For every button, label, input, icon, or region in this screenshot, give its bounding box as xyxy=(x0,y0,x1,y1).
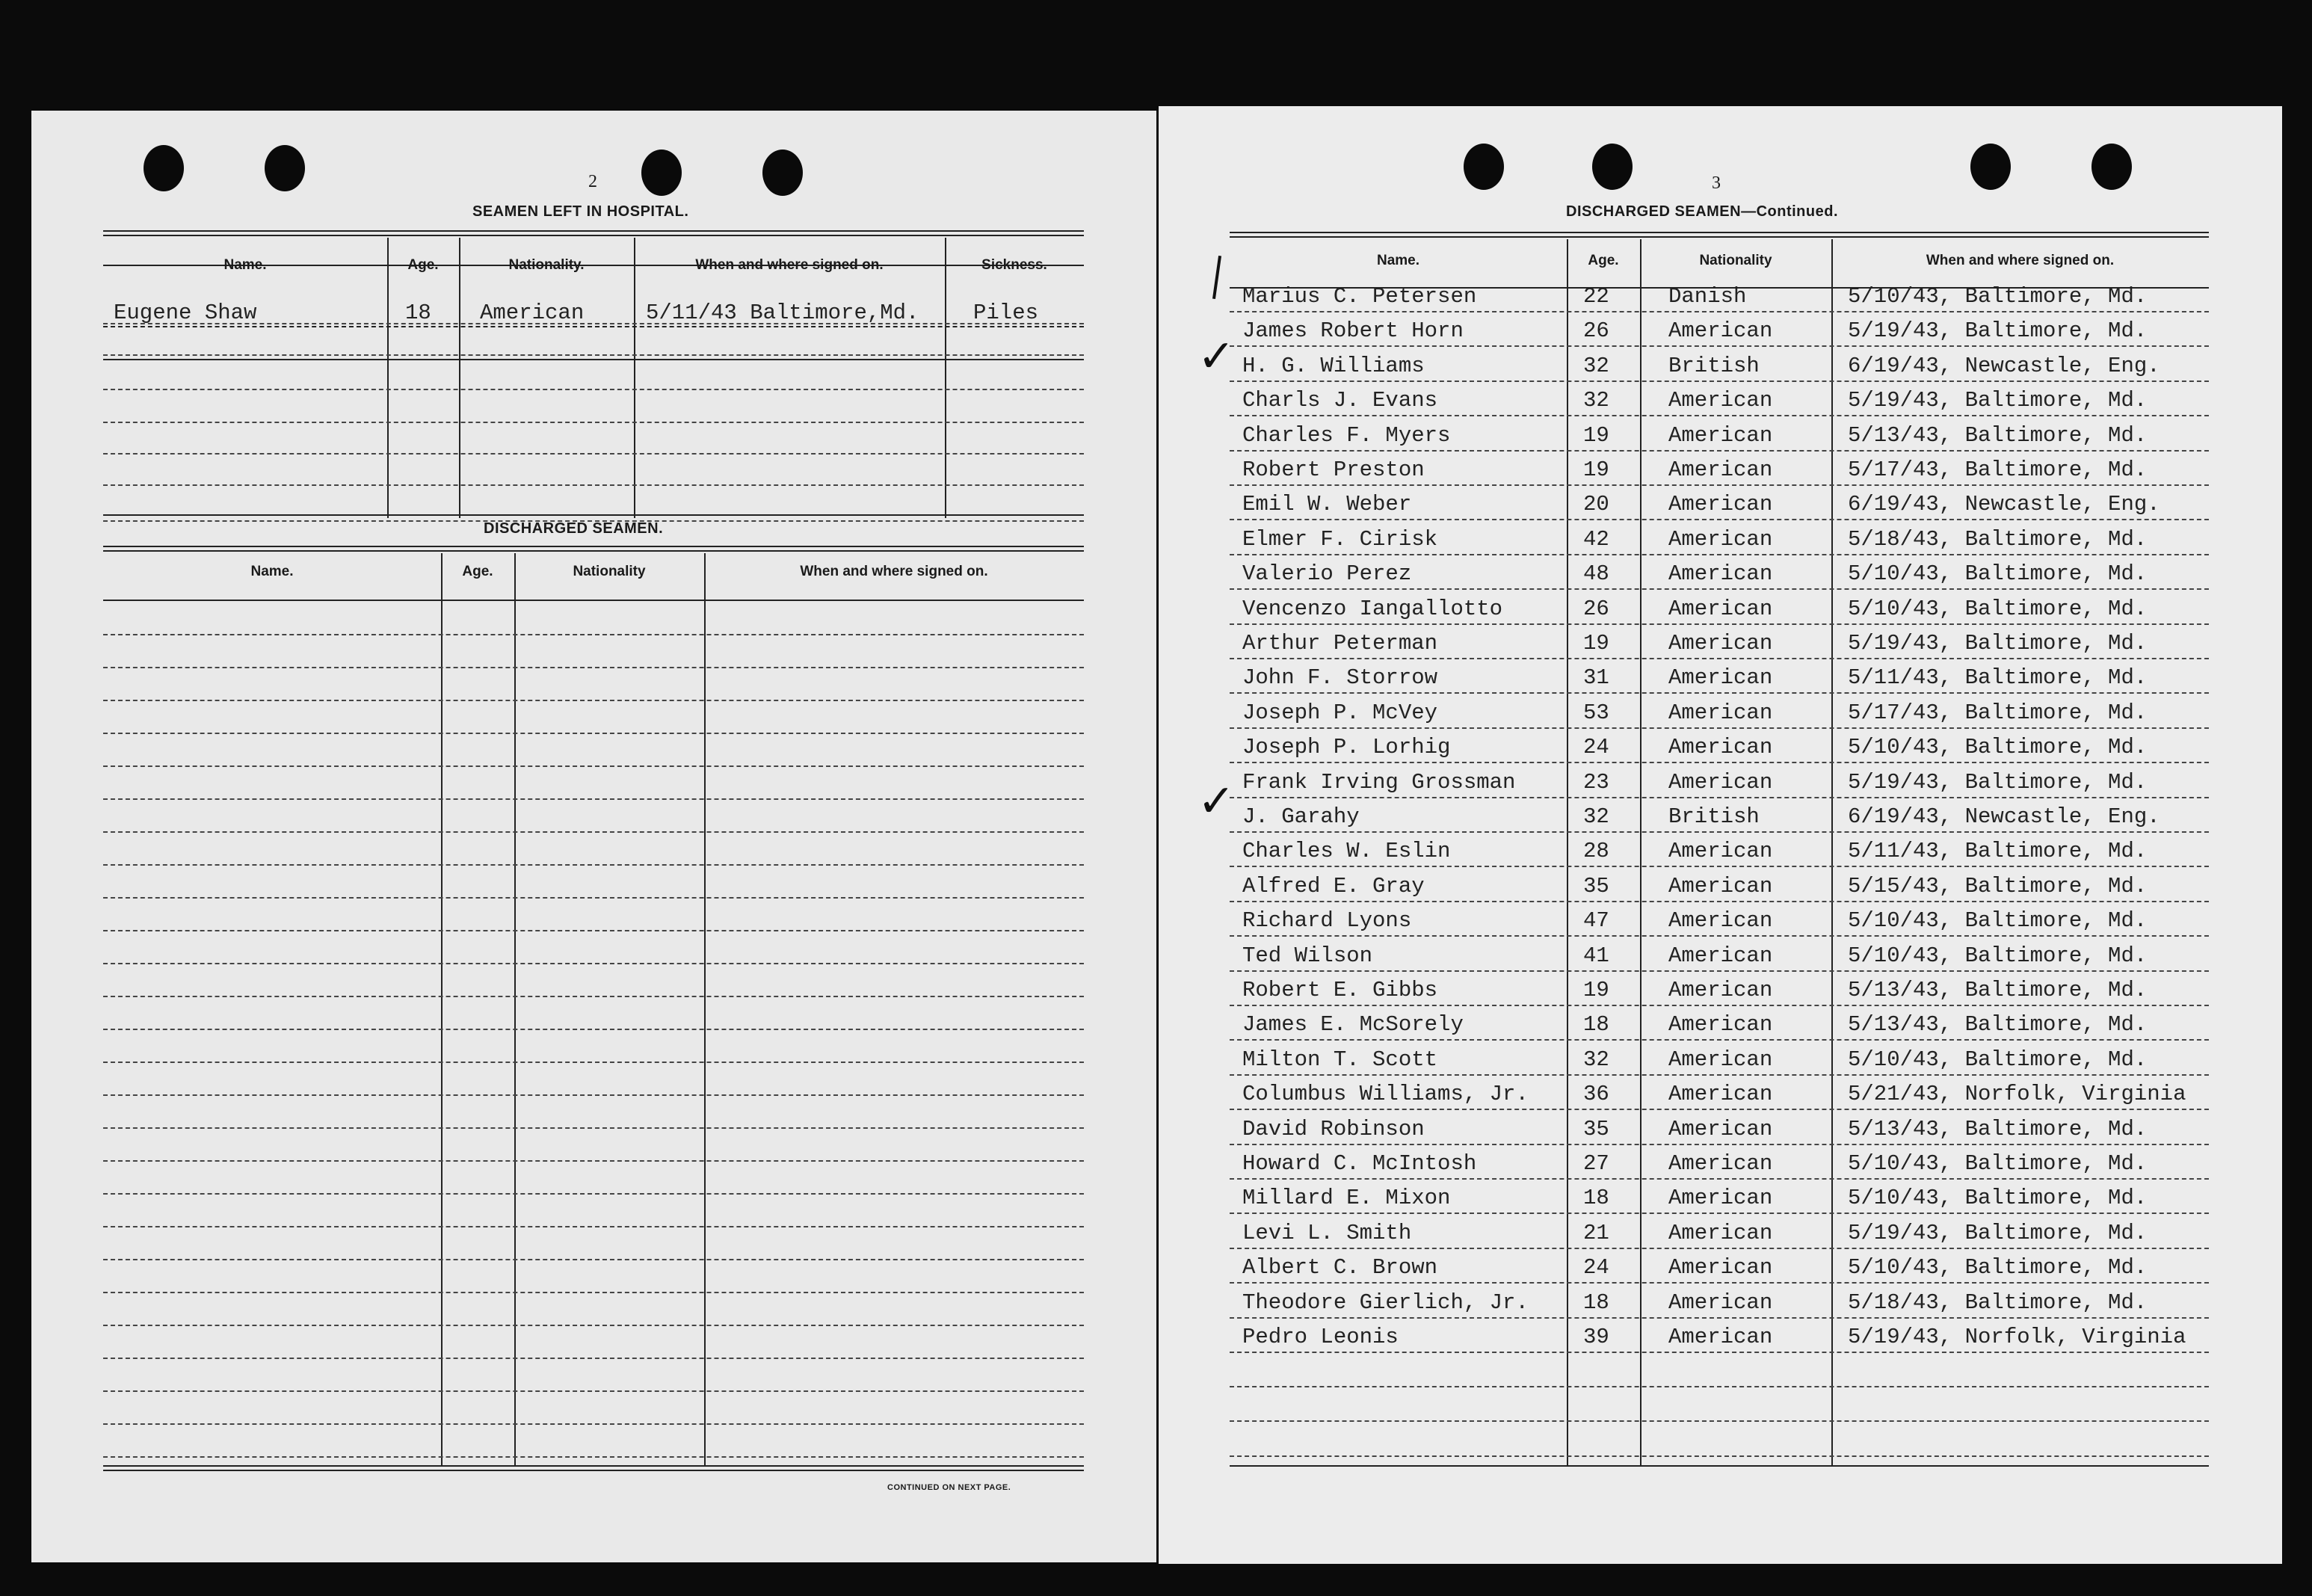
empty-row-line xyxy=(1230,1455,2209,1457)
cell-name: Columbus Williams, Jr. xyxy=(1242,1082,1529,1106)
cell-age: 23 xyxy=(1583,770,1609,795)
cell-signed-on: 5/11/43, Baltimore, Md. xyxy=(1848,665,2148,690)
cell-name: Frank Irving Grossman xyxy=(1242,770,1516,795)
cell-nationality: British xyxy=(1668,804,1760,829)
cell-age: 18 xyxy=(1583,1186,1609,1210)
discharged-header-signed-on: When and where signed on. xyxy=(800,564,988,579)
empty-row-line xyxy=(103,963,1084,964)
cell-nationality: American xyxy=(1668,1290,1773,1315)
row-line xyxy=(1230,1248,2209,1249)
cell-name: Howard C. McIntosh xyxy=(1242,1151,1477,1176)
empty-row-line xyxy=(103,1226,1084,1227)
cell-age: 19 xyxy=(1583,457,1609,482)
cell-age: 18 xyxy=(1583,1290,1609,1315)
cell-signed-on: 5/10/43, Baltimore, Md. xyxy=(1848,284,2148,309)
cell-name: Joseph P. McVey xyxy=(1242,700,1438,725)
cell-nationality: American xyxy=(1668,597,1773,621)
cell-name: David Robinson xyxy=(1242,1117,1425,1141)
cell-nationality: American xyxy=(1668,1151,1773,1176)
empty-row-line xyxy=(103,798,1084,800)
empty-row-line xyxy=(103,733,1084,734)
hospital-header-age: Age. xyxy=(407,257,439,273)
cell-nationality: American xyxy=(1668,839,1773,863)
cell-name: James Robert Horn xyxy=(1242,318,1464,343)
cell-nationality: American xyxy=(1668,1186,1773,1210)
cell-nationality: British xyxy=(1668,354,1760,378)
punch-hole xyxy=(1592,144,1633,190)
cell-name: Charles F. Myers xyxy=(1242,423,1451,448)
cell-nationality: American xyxy=(1668,1082,1773,1106)
cell-age: 42 xyxy=(1583,527,1609,552)
row-line xyxy=(1230,935,2209,937)
row-line xyxy=(1230,484,2209,486)
hospital-header-sickness: Sickness. xyxy=(981,257,1047,273)
cell-age: 41 xyxy=(1583,943,1609,968)
hospital-header-nationality: Nationality. xyxy=(508,257,585,273)
cell-age: 19 xyxy=(1583,978,1609,1002)
cell-signed-on: 5/18/43, Baltimore, Md. xyxy=(1848,527,2148,552)
empty-row-line xyxy=(103,1325,1084,1326)
cell-age: 26 xyxy=(1583,318,1609,343)
cell-signed-on: 5/13/43, Baltimore, Md. xyxy=(1848,978,2148,1002)
row-line xyxy=(1230,762,2209,763)
cell-signed-on: 6/19/43, Newcastle, Eng. xyxy=(1848,804,2160,829)
cell-name: H. G. Williams xyxy=(1242,354,1425,378)
cell-signed-on: 6/19/43, Newcastle, Eng. xyxy=(1848,492,2160,517)
cell-name: Joseph P. Lorhig xyxy=(1242,735,1451,760)
cell-signed-on: 5/19/43, Baltimore, Md. xyxy=(1848,1221,2148,1245)
cell-nationality: American xyxy=(1668,492,1773,517)
cell-name: Theodore Gierlich, Jr. xyxy=(1242,1290,1529,1315)
cell-age: 36 xyxy=(1583,1082,1609,1106)
cell-name: John F. Storrow xyxy=(1242,665,1438,690)
cell-nationality: American xyxy=(1668,978,1773,1002)
left-page xyxy=(31,111,1156,1562)
row-line xyxy=(1230,692,2209,694)
row-line xyxy=(1230,450,2209,452)
cell-signed-on: 5/10/43, Baltimore, Md. xyxy=(1848,1151,2148,1176)
check-mark: ✓ xyxy=(1197,775,1236,828)
cell-signed-on: 5/18/43, Baltimore, Md. xyxy=(1848,1290,2148,1315)
empty-row-line xyxy=(103,831,1084,833)
cell-age: 47 xyxy=(1583,908,1609,933)
cell-signed-on: 5/10/43, Baltimore, Md. xyxy=(1848,1186,2148,1210)
header-nationality: Nationality xyxy=(1699,253,1772,268)
cell-signed-on: 5/19/43, Baltimore, Md. xyxy=(1848,631,2148,656)
cell-signed-on: 5/13/43, Baltimore, Md. xyxy=(1848,423,2148,448)
cell-age: 27 xyxy=(1583,1151,1609,1176)
row-line xyxy=(1230,658,2209,659)
cell-age: 39 xyxy=(1583,1325,1609,1349)
row-line xyxy=(1230,901,2209,902)
cell-signed-on: 5/19/43, Baltimore, Md. xyxy=(1848,388,2148,413)
cell-signed-on: 5/10/43, Baltimore, Md. xyxy=(1848,908,2148,933)
hospital-cell-age: 18 xyxy=(405,301,431,325)
row-line xyxy=(1230,415,2209,416)
empty-row-line xyxy=(103,1094,1084,1096)
hospital-cell-sickness: Piles xyxy=(973,301,1039,325)
cell-age: 24 xyxy=(1583,1255,1609,1280)
empty-row-line xyxy=(1230,1386,2209,1387)
page-number: 2 xyxy=(588,172,597,191)
cell-name: Milton T. Scott xyxy=(1242,1047,1438,1072)
cell-name: Valerio Perez xyxy=(1242,561,1412,586)
cell-signed-on: 5/10/43, Baltimore, Md. xyxy=(1848,561,2148,586)
empty-row-line xyxy=(1230,1420,2209,1422)
cell-name: Pedro Leonis xyxy=(1242,1325,1399,1349)
row-line xyxy=(1230,345,2209,347)
row-line xyxy=(1230,1317,2209,1319)
cell-signed-on: 5/10/43, Baltimore, Md. xyxy=(1848,735,2148,760)
cell-name: Millard E. Mixon xyxy=(1242,1186,1451,1210)
hospital-section-title: SEAMEN LEFT IN HOSPITAL. xyxy=(472,203,689,220)
empty-row-line xyxy=(103,996,1084,997)
cell-signed-on: 5/19/43, Baltimore, Md. xyxy=(1848,318,2148,343)
row-line xyxy=(1230,1352,2209,1353)
cell-nationality: American xyxy=(1668,1221,1773,1245)
row-line xyxy=(1230,380,2209,382)
cell-nationality: American xyxy=(1668,700,1773,725)
empty-row-line xyxy=(103,1358,1084,1359)
row-line xyxy=(1230,554,2209,555)
cell-name: Emil W. Weber xyxy=(1242,492,1412,517)
cell-name: Alfred E. Gray xyxy=(1242,874,1425,899)
cell-signed-on: 5/17/43, Baltimore, Md. xyxy=(1848,457,2148,482)
empty-row-line xyxy=(103,1160,1084,1162)
cell-nationality: American xyxy=(1668,770,1773,795)
cell-age: 48 xyxy=(1583,561,1609,586)
cell-age: 32 xyxy=(1583,388,1609,413)
row-line xyxy=(1230,1039,2209,1041)
cell-age: 22 xyxy=(1583,284,1609,309)
cell-nationality: American xyxy=(1668,1047,1773,1072)
cell-age: 32 xyxy=(1583,1047,1609,1072)
cell-signed-on: 5/10/43, Baltimore, Md. xyxy=(1848,943,2148,968)
empty-row-line xyxy=(103,1259,1084,1260)
row-line xyxy=(1230,1074,2209,1076)
cell-nationality: American xyxy=(1668,874,1773,899)
cell-signed-on: 5/19/43, Norfolk, Virginia xyxy=(1848,1325,2186,1349)
discharged-header-name: Name. xyxy=(250,564,294,579)
row-line xyxy=(1230,970,2209,972)
cell-nationality: American xyxy=(1668,943,1773,968)
cell-signed-on: 5/10/43, Baltimore, Md. xyxy=(1848,1255,2148,1280)
cell-nationality: Danish xyxy=(1668,284,1747,309)
check-mark: ✓ xyxy=(1197,330,1236,383)
empty-row-line xyxy=(103,634,1084,635)
page-number: 3 xyxy=(1712,173,1721,193)
cell-signed-on: 5/21/43, Norfolk, Virginia xyxy=(1848,1082,2186,1106)
cell-nationality: American xyxy=(1668,1255,1773,1280)
empty-row-line xyxy=(103,700,1084,701)
cell-name: Arthur Peterman xyxy=(1242,631,1438,656)
cell-signed-on: 5/19/43, Baltimore, Md. xyxy=(1848,770,2148,795)
discharged-header-age: Age. xyxy=(462,564,493,579)
punch-hole xyxy=(641,150,682,196)
empty-row-line xyxy=(103,1423,1084,1425)
empty-row-line xyxy=(103,1029,1084,1030)
hospital-cell-nationality: American xyxy=(480,301,585,325)
punch-hole xyxy=(144,145,184,191)
cell-name: J. Garahy xyxy=(1242,804,1360,829)
cell-age: 18 xyxy=(1583,1012,1609,1037)
empty-row-line xyxy=(103,864,1084,866)
punch-hole xyxy=(2091,144,2132,190)
continued-note: CONTINUED ON NEXT PAGE. xyxy=(887,1483,1011,1492)
row-line xyxy=(1230,1213,2209,1214)
row-line xyxy=(1230,831,2209,833)
hospital-header-name: Name. xyxy=(224,257,267,273)
cell-signed-on: 6/19/43, Newcastle, Eng. xyxy=(1848,354,2160,378)
cell-age: 32 xyxy=(1583,804,1609,829)
cell-age: 21 xyxy=(1583,1221,1609,1245)
cell-name: Charles W. Eslin xyxy=(1242,839,1451,863)
cell-name: Albert C. Brown xyxy=(1242,1255,1438,1280)
hospital-header-signed-on: When and where signed on. xyxy=(695,257,884,273)
empty-row-line xyxy=(103,1193,1084,1195)
cell-age: 53 xyxy=(1583,700,1609,725)
cell-nationality: American xyxy=(1668,631,1773,656)
cell-age: 32 xyxy=(1583,354,1609,378)
row-line xyxy=(1230,519,2209,520)
hospital-cell-name: Eugene Shaw xyxy=(114,301,257,325)
cell-age: 28 xyxy=(1583,839,1609,863)
cell-nationality: American xyxy=(1668,457,1773,482)
cell-nationality: American xyxy=(1668,318,1773,343)
cell-name: Robert Preston xyxy=(1242,457,1425,482)
cell-name: Vencenzo Iangallotto xyxy=(1242,597,1503,621)
cell-age: 35 xyxy=(1583,1117,1609,1141)
cell-age: 26 xyxy=(1583,597,1609,621)
cell-name: Elmer F. Cirisk xyxy=(1242,527,1438,552)
discharged-header-nationality: Nationality xyxy=(573,564,646,579)
cell-name: Robert E. Gibbs xyxy=(1242,978,1438,1002)
cell-signed-on: 5/10/43, Baltimore, Md. xyxy=(1848,597,2148,621)
row-line xyxy=(1230,1282,2209,1284)
empty-row-line xyxy=(103,1127,1084,1129)
row-line xyxy=(1230,1178,2209,1180)
cell-nationality: American xyxy=(1668,1325,1773,1349)
row-line xyxy=(1230,311,2209,312)
cell-name: Richard Lyons xyxy=(1242,908,1412,933)
header-name: Name. xyxy=(1376,253,1420,268)
row-line xyxy=(1230,623,2209,625)
punch-hole xyxy=(1464,144,1504,190)
empty-row-line xyxy=(103,930,1084,931)
cell-age: 19 xyxy=(1583,423,1609,448)
cell-signed-on: 5/13/43, Baltimore, Md. xyxy=(1848,1012,2148,1037)
cell-age: 35 xyxy=(1583,874,1609,899)
check-mark xyxy=(1212,256,1221,299)
right-page xyxy=(1159,106,2282,1564)
row-line xyxy=(1230,1144,2209,1145)
cell-signed-on: 5/13/43, Baltimore, Md. xyxy=(1848,1117,2148,1141)
row-line xyxy=(1230,727,2209,729)
cell-name: Marius C. Petersen xyxy=(1242,284,1477,309)
cell-age: 24 xyxy=(1583,735,1609,760)
row-line xyxy=(1230,797,2209,798)
punch-hole xyxy=(265,145,305,191)
empty-row-line xyxy=(103,765,1084,767)
cell-name: Levi L. Smith xyxy=(1242,1221,1412,1245)
cell-nationality: American xyxy=(1668,388,1773,413)
empty-row-line xyxy=(103,897,1084,899)
cell-nationality: American xyxy=(1668,1012,1773,1037)
cell-signed-on: 5/15/43, Baltimore, Md. xyxy=(1848,874,2148,899)
empty-row-line xyxy=(103,1456,1084,1458)
cell-signed-on: 5/10/43, Baltimore, Md. xyxy=(1848,1047,2148,1072)
cell-nationality: American xyxy=(1668,908,1773,933)
cell-nationality: American xyxy=(1668,423,1773,448)
row-line xyxy=(1230,1005,2209,1006)
cell-name: Charls J. Evans xyxy=(1242,388,1438,413)
punch-hole xyxy=(1970,144,2011,190)
cell-age: 19 xyxy=(1583,631,1609,656)
row-line xyxy=(1230,588,2209,590)
cell-age: 31 xyxy=(1583,665,1609,690)
discharged-section-title: DISCHARGED SEAMEN. xyxy=(484,520,664,537)
row-line xyxy=(1230,1109,2209,1110)
empty-row-line xyxy=(103,1062,1084,1063)
header-signed-on: When and where signed on. xyxy=(1926,253,2115,268)
cell-nationality: American xyxy=(1668,527,1773,552)
discharged-continued-title: DISCHARGED SEAMEN—Continued. xyxy=(1566,203,1838,220)
cell-signed-on: 5/17/43, Baltimore, Md. xyxy=(1848,700,2148,725)
cell-nationality: American xyxy=(1668,1117,1773,1141)
cell-name: James E. McSorely xyxy=(1242,1012,1464,1037)
empty-row-line xyxy=(103,1390,1084,1392)
cell-nationality: American xyxy=(1668,735,1773,760)
punch-hole xyxy=(762,150,803,196)
cell-age: 20 xyxy=(1583,492,1609,517)
hospital-cell-signed-on: 5/11/43 Baltimore,Md. xyxy=(646,301,919,325)
cell-signed-on: 5/11/43, Baltimore, Md. xyxy=(1848,839,2148,863)
cell-nationality: American xyxy=(1668,665,1773,690)
empty-row-line xyxy=(103,667,1084,668)
cell-name: Ted Wilson xyxy=(1242,943,1373,968)
empty-row-line xyxy=(103,1292,1084,1293)
cell-nationality: American xyxy=(1668,561,1773,586)
row-line xyxy=(1230,866,2209,867)
header-age: Age. xyxy=(1588,253,1619,268)
